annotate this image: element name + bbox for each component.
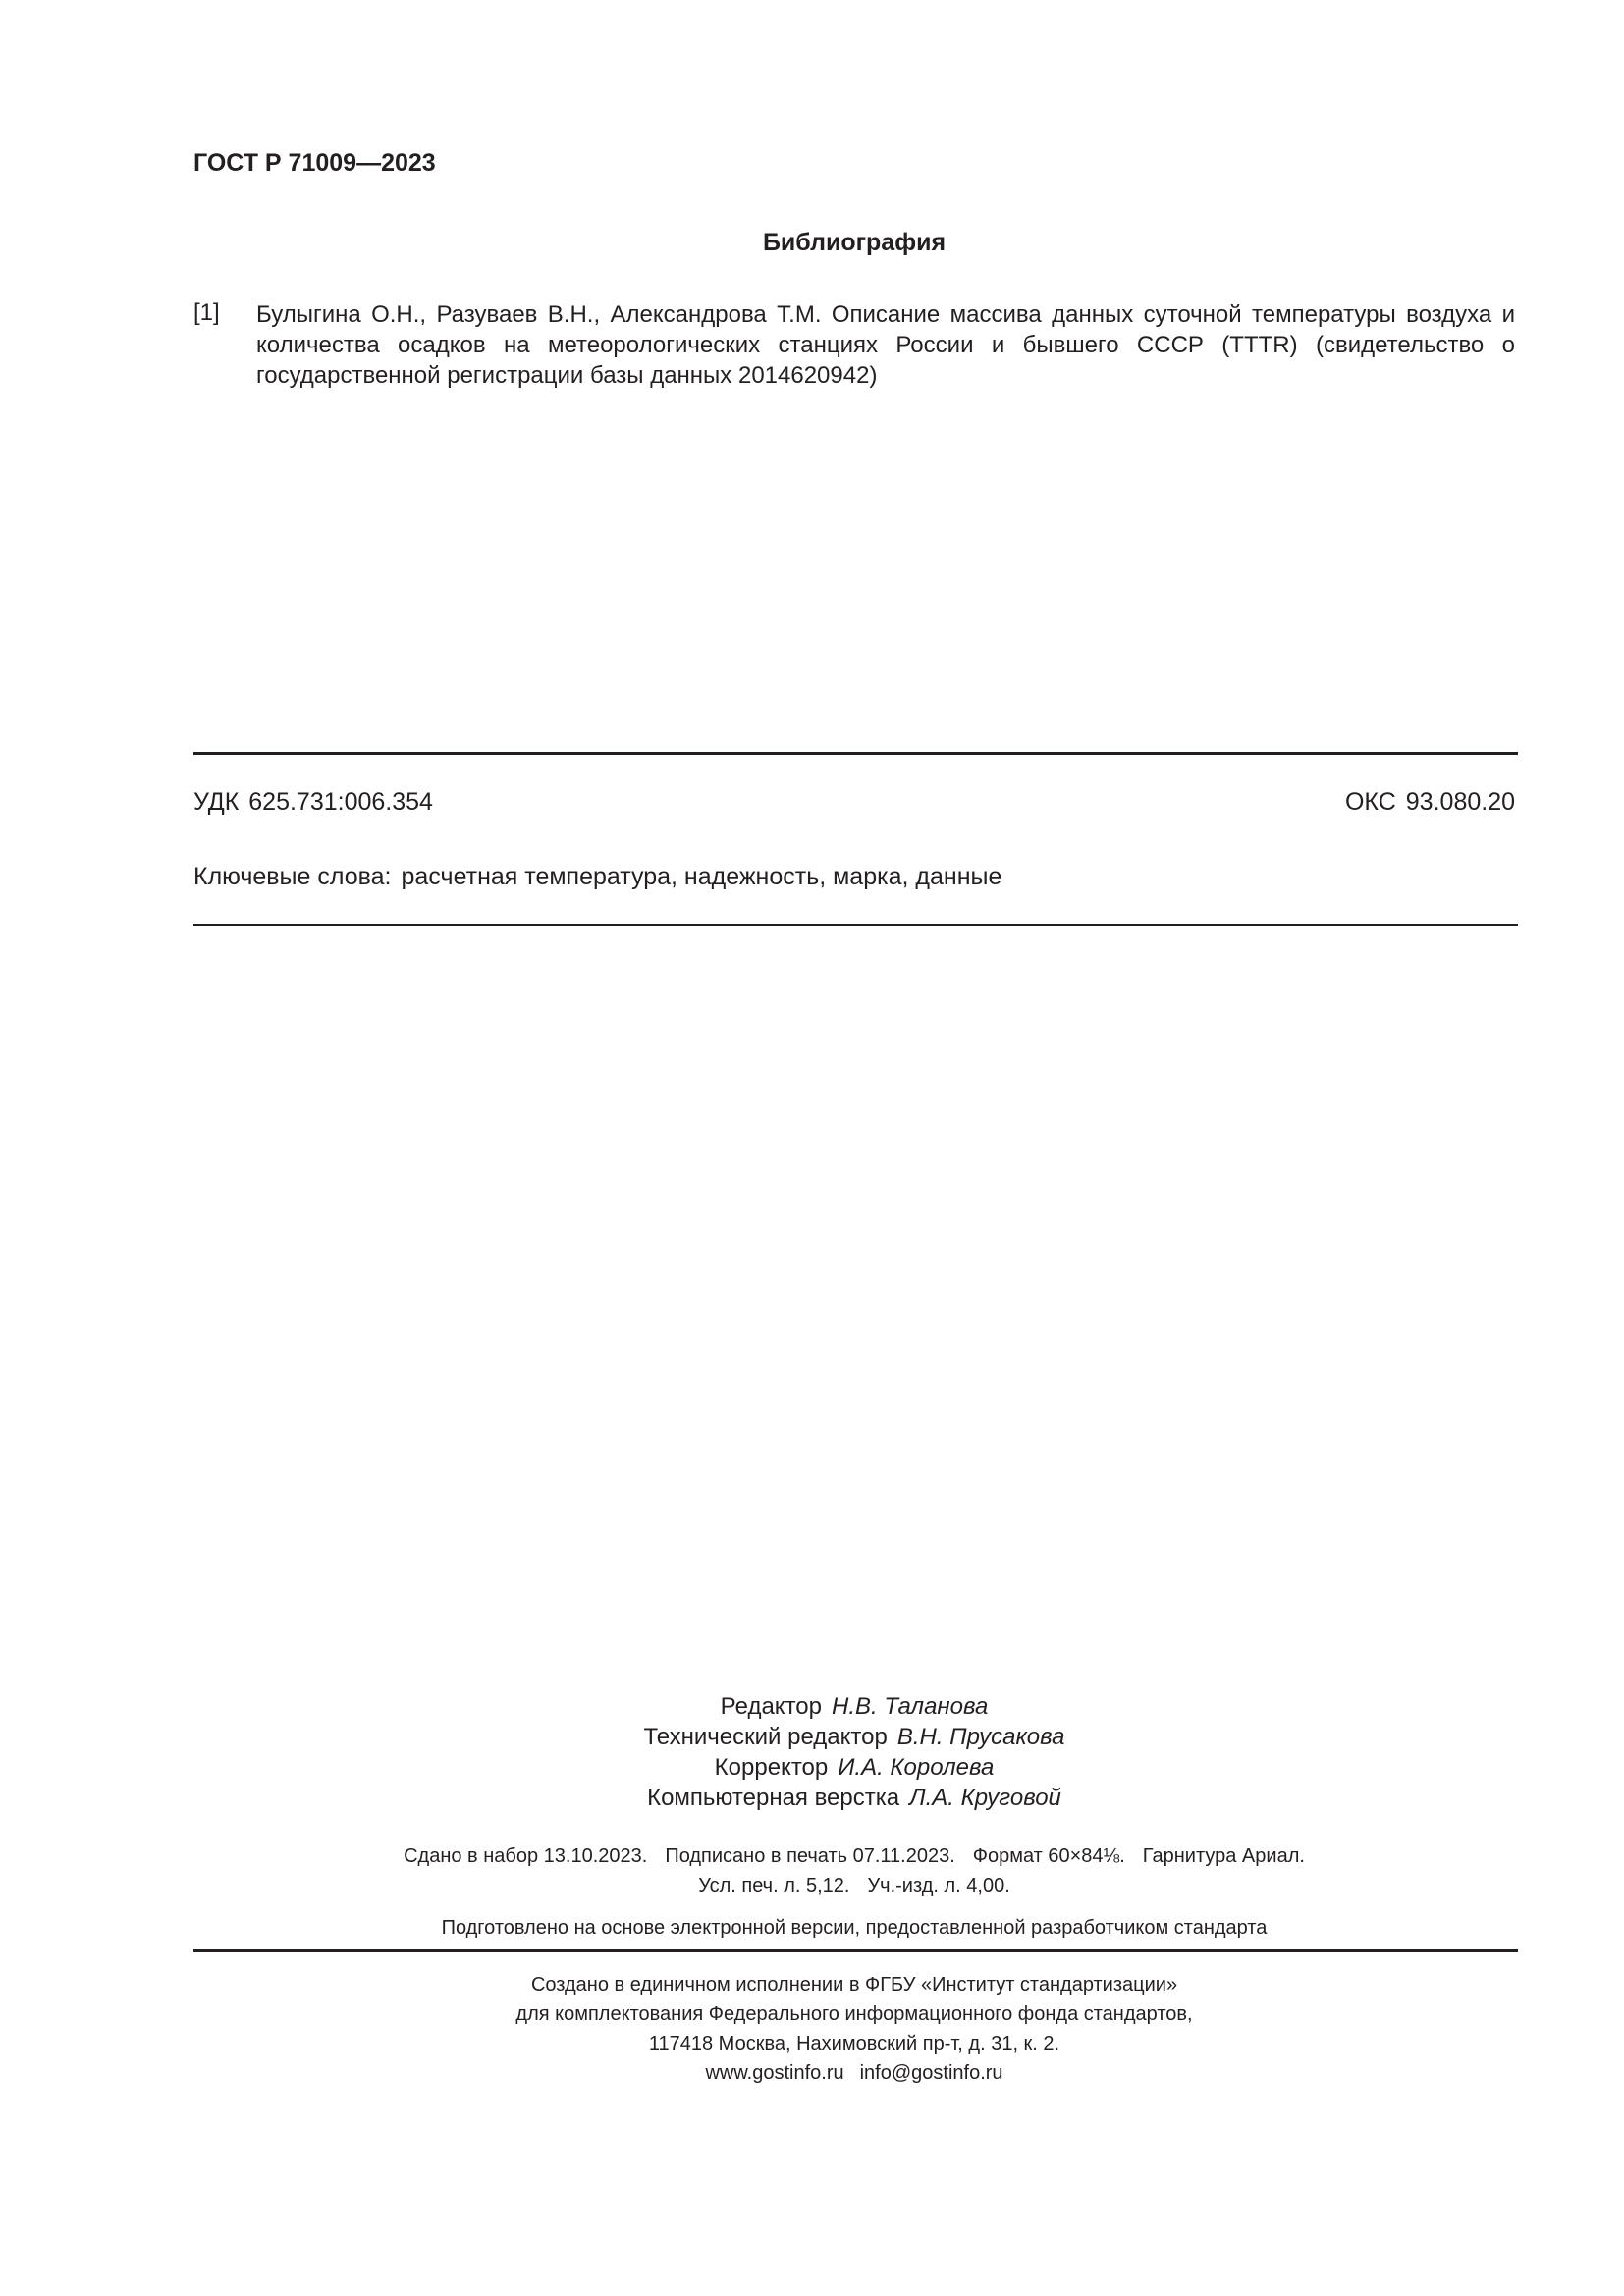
standard-code: ГОСТ Р 71009—2023 <box>193 149 436 177</box>
website-link[interactable]: www.gostinfo.ru <box>705 2062 844 2084</box>
credit-role: Компьютерная верстка <box>647 1785 900 1811</box>
keywords-label: Ключевые слова: <box>193 863 392 890</box>
credit-name: И.А. Королева <box>838 1754 995 1781</box>
print-info-line1 <box>0 1842 1624 1871</box>
keywords <box>193 863 1001 891</box>
reference-number: [1] <box>193 299 220 326</box>
publisher-contacts <box>0 2058 1624 2088</box>
credit-role: Технический редактор <box>643 1724 888 1750</box>
udk-code <box>193 788 433 817</box>
keywords-divider <box>193 924 1518 926</box>
udk-value: 625.731:006.354 <box>248 788 433 816</box>
print-sheets: Усл. печ. л. 5,12. <box>698 1875 850 1896</box>
print-edition-sheets: Уч.-изд. л. 4,00. <box>867 1875 1010 1896</box>
top-divider <box>193 752 1518 755</box>
print-sign-date: Подписано в печать 07.11.2023. <box>665 1845 955 1867</box>
credit-tech-editor <box>0 1722 1624 1752</box>
credit-name: Н.В. Таланова <box>831 1693 989 1720</box>
bibliography-title: Библиография <box>762 229 947 256</box>
credit-role: Корректор <box>714 1754 829 1781</box>
credit-name: Л.А. Круговой <box>909 1785 1061 1811</box>
print-typeface: Гарнитура Ариал. <box>1142 1845 1305 1867</box>
oks-code <box>1345 788 1515 817</box>
publisher-line2: для комплектования Федерального информационного фонда стандартов, <box>515 2003 1193 2025</box>
publisher-address: 117418 Москва, Нахимовский пр-т, д. 31, к. 2. <box>648 2033 1060 2055</box>
credits-block <box>0 1691 1624 1813</box>
print-format: Формат 60×84⅛. <box>972 1845 1125 1867</box>
credit-layout <box>0 1783 1624 1813</box>
reference-text: Булыгина О.Н., Разуваев В.Н., Александрова Т.М. Описание массива данных суточной температуры воздуха и количества осадков на метеорологических станциях России и бывшего СССР (TTTR) (свидетельство о государственной регистрации базы данных 2014620942) <box>256 301 1515 389</box>
udk-label: УДК <box>193 788 240 816</box>
print-set-date: Сдано в набор 13.10.2023. <box>404 1845 648 1867</box>
oks-value: 93.080.20 <box>1405 788 1515 816</box>
credit-role: Редактор <box>720 1693 822 1720</box>
publisher-line1: Создано в единичном исполнении в ФГБУ «Институт стандартизации» <box>530 1974 1178 1996</box>
print-info-line2 <box>0 1871 1624 1900</box>
credit-name: В.Н. Прусакова <box>896 1724 1065 1750</box>
publisher-block <box>0 1970 1624 2088</box>
credit-corrector <box>0 1752 1624 1783</box>
publisher-divider <box>193 1949 1518 1952</box>
prepared-note: Подготовлено на основе электронной версии, предоставленной разработчиком стандарта <box>441 1917 1268 1939</box>
email-link[interactable]: info@gostinfo.ru <box>859 2062 1003 2084</box>
print-info <box>0 1842 1624 1900</box>
keywords-value: расчетная температура, надежность, марка, данные <box>401 863 1002 890</box>
oks-label: ОКС <box>1344 788 1396 816</box>
credit-editor <box>0 1691 1624 1722</box>
